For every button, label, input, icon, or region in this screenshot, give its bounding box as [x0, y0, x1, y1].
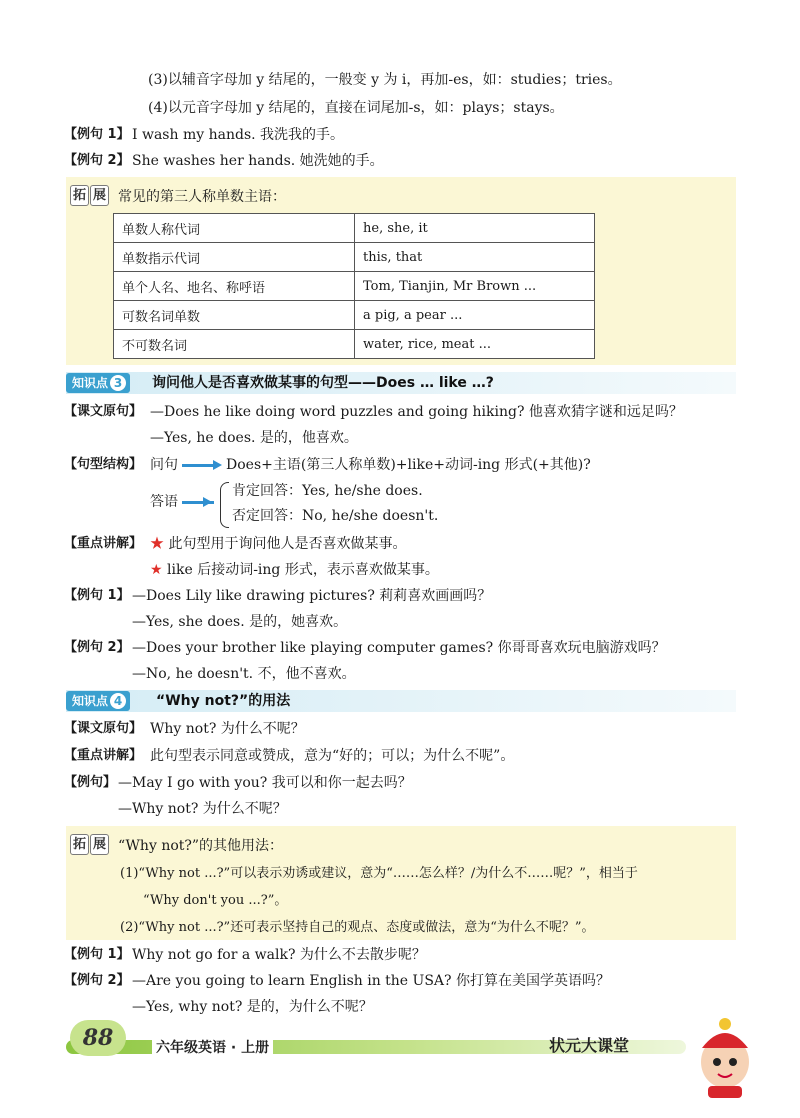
- subject-example-cell: he, she, it: [355, 214, 595, 243]
- key-point: 此句型表示同意或赞成，意为“好的；可以；为什么不呢”。: [150, 748, 515, 764]
- extension-point-2: (2)“Why not ...?”还可表示坚持自己的观点、态度或做法，意为“为什么不呢？”。: [120, 920, 595, 935]
- example-sentence: She washes her hands. 她洗她的手。: [132, 153, 384, 169]
- example-question: —Are you going to learn English in the USA? 你打算在美国学英语吗？: [132, 973, 610, 989]
- subject-example-cell: a pig, a pear ...: [355, 301, 595, 330]
- subject-type-cell: 不可数名词: [114, 330, 355, 359]
- key-points-label: 【重点讲解】: [64, 536, 143, 551]
- star-icon: ★: [150, 562, 163, 578]
- table-row: [114, 301, 595, 330]
- example-sentence: Why not go for a walk? 为什么不去散步呢？: [132, 947, 426, 963]
- brand-name: 状元大课堂: [549, 1036, 630, 1055]
- table-row: [114, 330, 595, 359]
- knowledge-point-badge: 知识点 3: [66, 373, 130, 393]
- subject-example-cell: this, that: [355, 243, 595, 272]
- text-origin-answer: —Yes, he does. 是的，他喜欢。: [150, 430, 358, 446]
- subject-example-cell: Tom, Tianjin, Mr Brown ...: [355, 272, 595, 301]
- structure-label: 【句型结构】: [64, 457, 143, 472]
- brace-icon: [220, 482, 229, 528]
- knowledge-point-4-bar: [66, 690, 736, 712]
- knowledge-point-title: 询问他人是否喜欢做某事的句型——Does … like …?: [152, 375, 494, 391]
- example-label: 【例句 2】: [64, 153, 130, 168]
- text-origin-sentence: Why not? 为什么不呢？: [150, 721, 305, 737]
- example-label: 【例句 1】: [64, 947, 130, 962]
- extension-point-1-cont: “Why don't you ...?”。: [143, 893, 288, 908]
- mascot-icon: [690, 1010, 760, 1100]
- example-answer: —No, he doesn't. 不，他不喜欢。: [132, 666, 356, 682]
- arrow-icon: [182, 460, 222, 470]
- example-question: —Does Lily like drawing pictures? 莉莉喜欢画画吗？: [132, 588, 492, 604]
- example-label: 【例句 2】: [64, 640, 130, 655]
- text-origin-question: —Does he like doing word puzzles and going hiking? 他喜欢猜字谜和远足吗？: [150, 404, 683, 420]
- extension-point-1: (1)“Why not ...?”可以表示劝诱或建议，意为“……怎么样？/为什么不……呢？”，相当于: [120, 866, 638, 881]
- example-answer: —Yes, why not? 是的，为什么不呢？: [132, 999, 373, 1015]
- knowledge-point-badge: 知识点 4: [66, 691, 130, 711]
- text-origin-label: 【课文原句】: [64, 404, 143, 419]
- table-row: [114, 243, 595, 272]
- table-row: [114, 214, 595, 243]
- example-label: 【例句 1】: [64, 588, 130, 603]
- example-label: 【例句 2】: [64, 973, 130, 988]
- subject-type-cell: 单数人称代词: [114, 214, 355, 243]
- key-point-1: ★ 此句型用于询问他人是否喜欢做某事。: [150, 536, 407, 552]
- structure-question: 问句 Does+主语(第三人称单数)+like+动词-ing 形式(+其他)?: [150, 457, 591, 473]
- example-label: 【例句】: [64, 775, 117, 790]
- text-origin-label: 【课文原句】: [64, 721, 143, 736]
- table-row: [114, 272, 595, 301]
- key-point-2: ★ like 后接动词-ing 形式，表示喜欢做某事。: [150, 562, 439, 578]
- example-sentence: I wash my hands. 我洗我的手。: [132, 127, 345, 143]
- example-answer: —Yes, she does. 是的，她喜欢。: [132, 614, 348, 630]
- extension-title: 常见的第三人称单数主语：: [118, 189, 286, 205]
- example-label: 【例句 1】: [64, 127, 130, 142]
- book-title: 六年级英语 · 上册: [152, 1037, 273, 1057]
- structure-answer-positive: 肯定回答：Yes, he/she does.: [232, 483, 423, 499]
- example-question: —May I go with you? 我可以和你一起去吗？: [118, 775, 412, 791]
- knowledge-point-3-bar: [66, 372, 736, 394]
- extension-title: “Why not?”的其他用法：: [118, 838, 284, 854]
- extension-badge: 拓 展: [70, 185, 110, 206]
- third-person-subject-table: [113, 213, 595, 359]
- example-answer: —Why not? 为什么不呢？: [118, 801, 287, 817]
- knowledge-point-title: “Why not?”的用法: [156, 693, 291, 709]
- page-number: 88: [70, 1020, 126, 1056]
- structure-answer-negative: 否定回答：No, he/she doesn't.: [232, 508, 439, 524]
- example-question: —Does your brother like playing computer games? 你哥哥喜欢玩电脑游戏吗？: [132, 640, 666, 656]
- subject-example-cell: water, rice, meat ...: [355, 330, 595, 359]
- subject-type-cell: 单个人名、地名、称呼语: [114, 272, 355, 301]
- arrow-icon: [182, 497, 212, 507]
- rule-3: (3)以辅音字母加 y 结尾的，一般变 y 为 i，再加-es，如：studies；tries。: [148, 72, 622, 88]
- star-icon: ★: [150, 536, 164, 552]
- key-points-label: 【重点讲解】: [64, 748, 143, 763]
- subject-type-cell: 可数名词单数: [114, 301, 355, 330]
- subject-type-cell: 单数指示代词: [114, 243, 355, 272]
- structure-answer-label: 答语: [150, 492, 216, 512]
- rule-4: (4)以元音字母加 y 结尾的，直接在词尾加-s，如：plays；stays。: [148, 100, 564, 116]
- extension-badge: 拓 展: [70, 834, 110, 855]
